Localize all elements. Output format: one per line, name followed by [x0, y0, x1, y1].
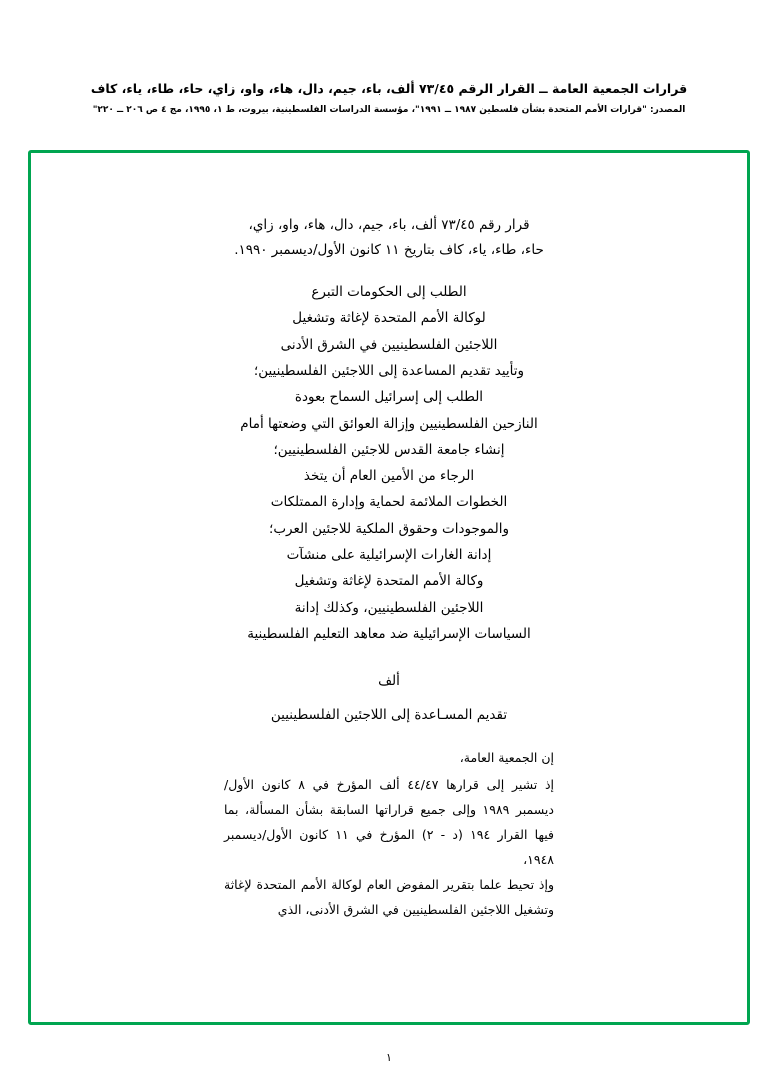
- summary-line: لوكالة الأمم المتحدة لإغاثة وتشغيل: [292, 310, 486, 327]
- document-content: [31, 213, 747, 922]
- body-paragraph: وإذ تحيط علما بتقرير المفوض العام لوكالة الأمم المتحدة لإغاثة وتشغيل اللاجئين الفلسطينيين في الشرق الأدنى، الذي: [224, 877, 554, 918]
- summary-line: اللاجئين الفلسطينيين في الشرق الأدنى: [280, 336, 498, 353]
- header-source: المصدر: "قرارات الأمم المتحدة بشأن فلسطين ١٩٨٧ ــ ١٩٩١"، مؤسسة الدراسات الفلسطينية، بيروت، ط ١، ١٩٩٥، مج ٤ ص ٢٠٦ ــ ٢٢٠": [92, 104, 686, 115]
- body-paragraph: إذ تشير إلى قرارها ٤٤/٤٧ ألف المؤرخ في ٨ كانون الأول/ديسمبر ١٩٨٩ وإلى جميع قراراتها السابقة بشأن المسألة، بما فيها القرار ١٩٤ (د - ٢) المؤرخ في ١١ كانون الأول/ديسمبر ١٩٤٨،: [224, 777, 554, 868]
- page-header: [0, 80, 778, 116]
- summary-line: الطلب إلى الحكومات التبرع: [311, 283, 467, 300]
- summary-line: وكالة الأمم المتحدة لإغاثة وتشغيل: [294, 573, 484, 590]
- resolution-identifier: [224, 213, 554, 263]
- summary-line: الطلب إلى إسرائيل السماح بعودة: [294, 389, 484, 406]
- resolution-identifier-line: حاء، طاء، ياء، كاف بتاريخ ١١ كانون الأول/ديسمبر ١٩٩٠.: [234, 241, 544, 258]
- resolution-identifier-line: قرار رقم ٧٣/٤٥ ألف، باء، جيم، دال، هاء، واو، زاي،: [248, 217, 530, 233]
- summary-line: اللاجئين الفلسطينيين، وكذلك إدانة: [294, 599, 484, 616]
- page-number: ١: [386, 1051, 392, 1064]
- resolution-summary: [179, 279, 599, 647]
- summary-line: النازحين الفلسطينيين وإزالة العوائق التي وضعتها أمام: [240, 415, 538, 432]
- green-frame: [28, 150, 750, 1025]
- body-lead: إن الجمعية العامة،: [459, 750, 554, 766]
- summary-line: إنشاء جامعة القدس للاجئين الفلسطينيين؛: [273, 441, 505, 458]
- summary-line: والموجودات وحقوق الملكية للاجئين العرب؛: [269, 520, 509, 537]
- page-footer: [0, 1051, 778, 1064]
- summary-line: الخطوات الملائمة لحماية وإدارة الممتلكات: [270, 494, 508, 511]
- summary-line: إدانة الغارات الإسرائيلية على منشآت: [286, 547, 492, 564]
- section-letter: ألف: [378, 673, 400, 690]
- document-body: [224, 745, 554, 922]
- header-title: قرارات الجمعية العامة ــ القرار الرقم ٧٣/٤٥ ألف، باء، جيم، دال، هاء، واو، زاي، حاء، طاء، ياء، كاف: [90, 81, 688, 96]
- summary-line: السياسات الإسرائيلية ضد معاهد التعليم الفلسطينية: [247, 626, 531, 642]
- summary-line: وتأييد تقديم المساعدة إلى اللاجئين الفلسطينيين؛: [253, 362, 525, 379]
- summary-line: الرجاء من الأمين العام أن يتخذ: [303, 468, 475, 485]
- section-title: تقديم المسـاعدة إلى اللاجئين الفلسطينيين: [270, 707, 508, 724]
